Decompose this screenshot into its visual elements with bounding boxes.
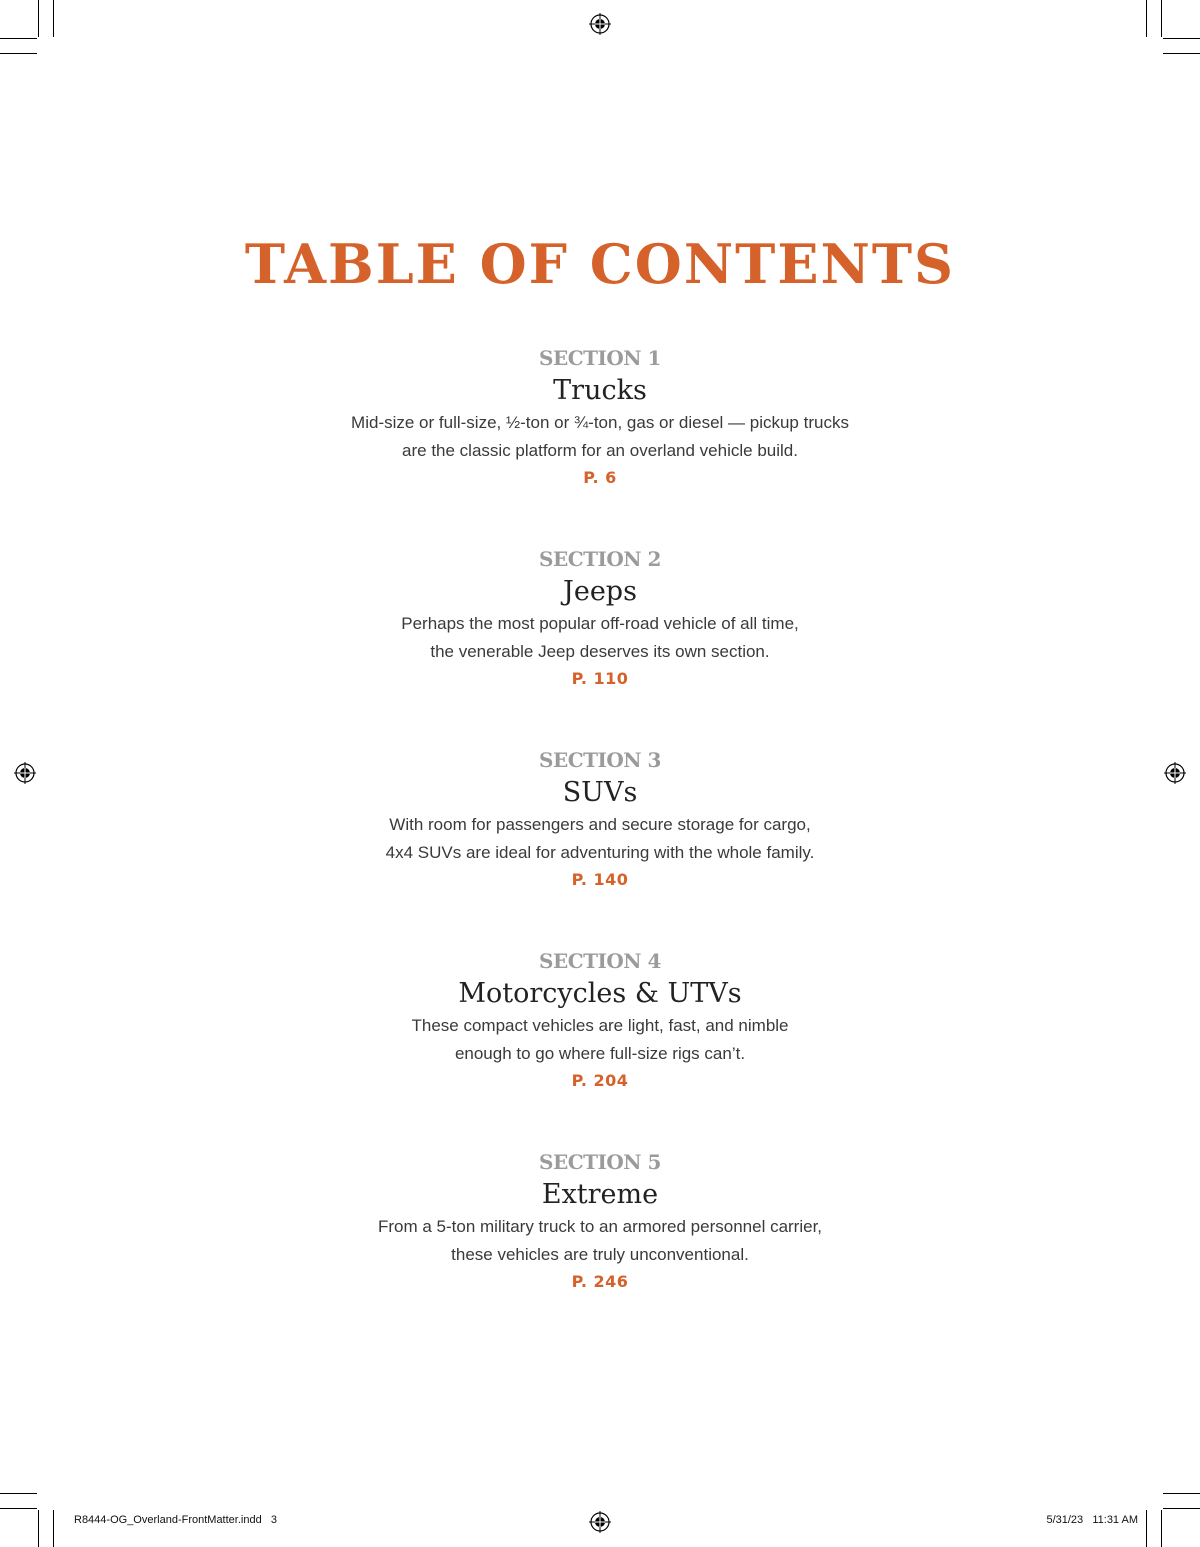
description-line: the venerable Jeep deserves its own section.	[430, 641, 770, 661]
description-line: are the classic platform for an overland vehicle build.	[402, 440, 798, 460]
section-description	[290, 811, 910, 866]
registration-mark-icon	[589, 13, 611, 35]
crop-mark-icon	[38, 0, 39, 37]
page-reference: P. 140	[571, 870, 629, 889]
section-title: Trucks	[553, 375, 647, 406]
toc-section-2	[0, 545, 1200, 692]
crop-mark-icon	[53, 0, 54, 37]
toc-section-4	[0, 947, 1200, 1094]
crop-mark-icon	[1161, 0, 1162, 37]
page-title: TABLE OF CONTENTS	[244, 232, 956, 296]
crop-mark-icon	[53, 1510, 54, 1547]
crop-mark-icon	[1161, 1510, 1162, 1547]
section-label: SECTION 1	[539, 346, 661, 370]
crop-mark-icon	[1163, 1508, 1200, 1509]
section-description	[290, 1012, 910, 1067]
registration-mark-icon	[589, 1511, 611, 1533]
section-title: SUVs	[562, 777, 638, 808]
description-line: Mid-size or full-size, ½-ton or ¾-ton, gas or diesel — pickup trucks	[351, 413, 849, 432]
description-line: 4x4 SUVs are ideal for adventuring with the whole family.	[385, 842, 815, 862]
description-line: These compact vehicles are light, fast, and nimble	[411, 1016, 789, 1035]
crop-mark-icon	[0, 38, 37, 39]
section-label: SECTION 2	[539, 547, 661, 571]
section-title: Jeeps	[563, 576, 637, 607]
crop-mark-icon	[38, 1510, 39, 1547]
section-title: Extreme	[541, 1179, 659, 1210]
section-description	[290, 409, 910, 464]
toc-section-1	[0, 344, 1200, 491]
section-label: SECTION 3	[539, 748, 661, 772]
description-line: these vehicles are truly unconventional.	[451, 1244, 749, 1264]
page-reference: P. 6	[583, 468, 617, 487]
toc-section-3	[0, 746, 1200, 893]
crop-mark-icon	[1146, 0, 1147, 37]
crop-mark-icon	[0, 53, 37, 54]
crop-mark-icon	[0, 1493, 37, 1494]
crop-mark-icon	[1163, 38, 1200, 39]
crop-mark-icon	[1163, 53, 1200, 54]
toc-section-5	[0, 1148, 1200, 1295]
crop-mark-icon	[1146, 1510, 1147, 1547]
section-description	[290, 610, 910, 665]
slug-filename: R8444-OG_Overland-FrontMatter.indd 3	[74, 1514, 277, 1526]
section-title: Motorcycles & UTVs	[458, 978, 742, 1009]
crop-mark-icon	[0, 1508, 37, 1509]
crop-mark-icon	[1163, 1493, 1200, 1494]
section-description	[290, 1213, 910, 1268]
slug-datetime: 5/31/23 11:31 AM	[1046, 1514, 1138, 1526]
page-reference: P. 246	[571, 1272, 629, 1291]
page-reference: P. 110	[571, 669, 629, 688]
description-line: From a 5-ton military truck to an armored personnel carrier,	[377, 1217, 823, 1236]
page-reference: P. 204	[571, 1071, 629, 1090]
description-line: enough to go where full-size rigs can’t.	[454, 1043, 746, 1063]
description-line: Perhaps the most popular off-road vehicle of all time,	[401, 614, 799, 633]
section-label: SECTION 4	[539, 949, 661, 973]
description-line: With room for passengers and secure storage for cargo,	[389, 815, 811, 834]
section-label: SECTION 5	[539, 1150, 661, 1174]
